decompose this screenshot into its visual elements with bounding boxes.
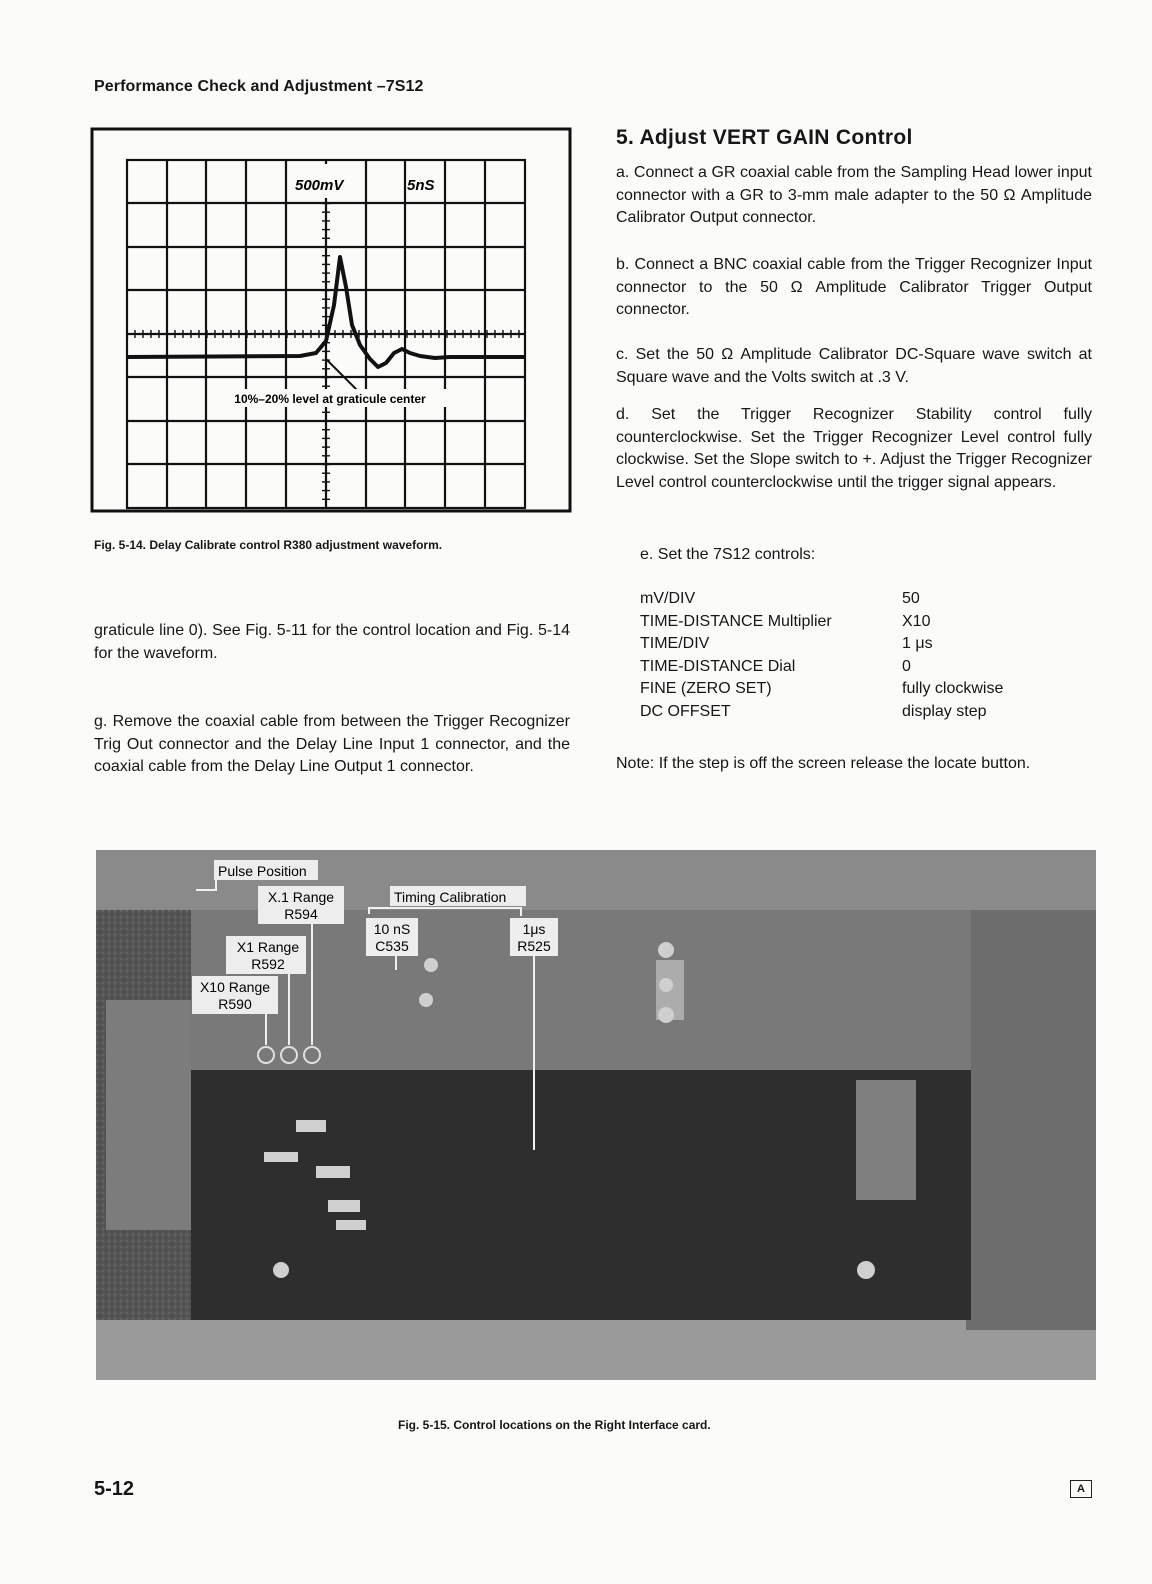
figure-5-14-caption: Fig. 5-14. Delay Calibrate control R380 adjustment waveform. bbox=[94, 538, 443, 552]
setting-control: TIME-DISTANCE Dial bbox=[640, 657, 796, 675]
label-timing-calibration: Timing Calibration bbox=[394, 889, 507, 905]
page-number: 5-12 bbox=[94, 1478, 135, 1500]
left-continued-paragraph: graticule line 0). See Fig. 5-11 for the control location and Fig. 5-14 for the waveform. bbox=[94, 622, 570, 662]
label-x1-range: X1 Range bbox=[236, 939, 300, 955]
setting-control: TIME-DISTANCE Multiplier bbox=[640, 612, 832, 630]
step-g-paragraph: g. Remove the coaxial cable from between the Trigger Recognizer Trig Out connector and the Delay Line Input 1 connector, and the coaxial cable from the Delay Line Output 1 connector. bbox=[94, 713, 570, 775]
metal-shield bbox=[191, 910, 971, 1070]
figure-5-14-waveform bbox=[90, 127, 572, 513]
step-e-paragraph: e. Set the 7S12 controls: bbox=[640, 546, 816, 563]
setting-control: FINE (ZERO SET) bbox=[640, 680, 772, 697]
setting-value: 1 μs bbox=[902, 635, 933, 652]
label-c535: C535 bbox=[375, 938, 409, 954]
step-d-paragraph: d. Set the Trigger Recognizer Stability control fully counterclockwise. Set the Trigger Recognizer Level control fully clockwise. Set the Slope switch to +. Adjust the Trigger Recognizer Level control counterclockwise until the trigger signal appears. bbox=[616, 406, 1092, 491]
time-per-div-label: 5nS bbox=[407, 177, 435, 194]
settings-row bbox=[640, 678, 1060, 701]
label-1us: 1μs bbox=[522, 921, 546, 937]
note-paragraph: Note: If the step is off the screen release the locate button. bbox=[616, 755, 1031, 772]
label-pulse-position: Pulse Position bbox=[218, 863, 307, 879]
figure-5-15-photo bbox=[96, 850, 1096, 1380]
level-annotation: 10%–20% level at graticule center bbox=[234, 392, 426, 406]
settings-row bbox=[640, 656, 1060, 679]
volts-per-div-label: 500mV bbox=[295, 177, 344, 194]
setting-control: mV/DIV bbox=[640, 590, 696, 607]
label-r590: R590 bbox=[218, 996, 252, 1012]
setting-value: 50 bbox=[902, 590, 920, 607]
step-b-paragraph: b. Connect a BNC coaxial cable from the Trigger Recognizer Input connector to the 50 Ω Amplitude Calibrator Trigger Output connector. bbox=[616, 256, 1092, 318]
label-r592: R592 bbox=[251, 956, 285, 972]
setting-value: display step bbox=[902, 702, 987, 720]
setting-control: TIME/DIV bbox=[640, 635, 710, 652]
label-x-point-1-range: X.1 Range bbox=[267, 889, 335, 905]
settings-row bbox=[640, 633, 1060, 656]
label-10ns: 10 nS bbox=[373, 921, 411, 937]
setting-control: DC OFFSET bbox=[640, 702, 731, 720]
step-a-paragraph: a. Connect a GR coaxial cable from the Sampling Head lower input connector with a GR to 3-mm male adapter to the 50 Ω Amplitude Calibrator Output connector. bbox=[616, 164, 1092, 226]
tektronix-logo-icon: A bbox=[1070, 1480, 1092, 1498]
label-r594: R594 bbox=[284, 906, 318, 922]
setting-value: X10 bbox=[902, 612, 931, 630]
step-c-paragraph: c. Set the 50 Ω Amplitude Calibrator DC-Square wave switch at Square wave and the Volts switch at .3 V. bbox=[616, 346, 1092, 386]
page-header: Performance Check and Adjustment –7S12 bbox=[94, 78, 424, 95]
settings-row bbox=[640, 588, 1060, 611]
settings-row bbox=[640, 701, 1060, 724]
setting-value: 0 bbox=[902, 657, 911, 675]
figure-5-15-caption: Fig. 5-15. Control locations on the Right Interface card. bbox=[398, 1418, 711, 1432]
setting-value: fully clockwise bbox=[902, 680, 1004, 697]
control-settings-list bbox=[640, 588, 1060, 723]
label-x10-range: X10 Range bbox=[199, 979, 271, 995]
section-title: 5. Adjust VERT GAIN Control bbox=[616, 126, 913, 149]
settings-row bbox=[640, 611, 1060, 634]
label-r525: R525 bbox=[517, 938, 551, 954]
